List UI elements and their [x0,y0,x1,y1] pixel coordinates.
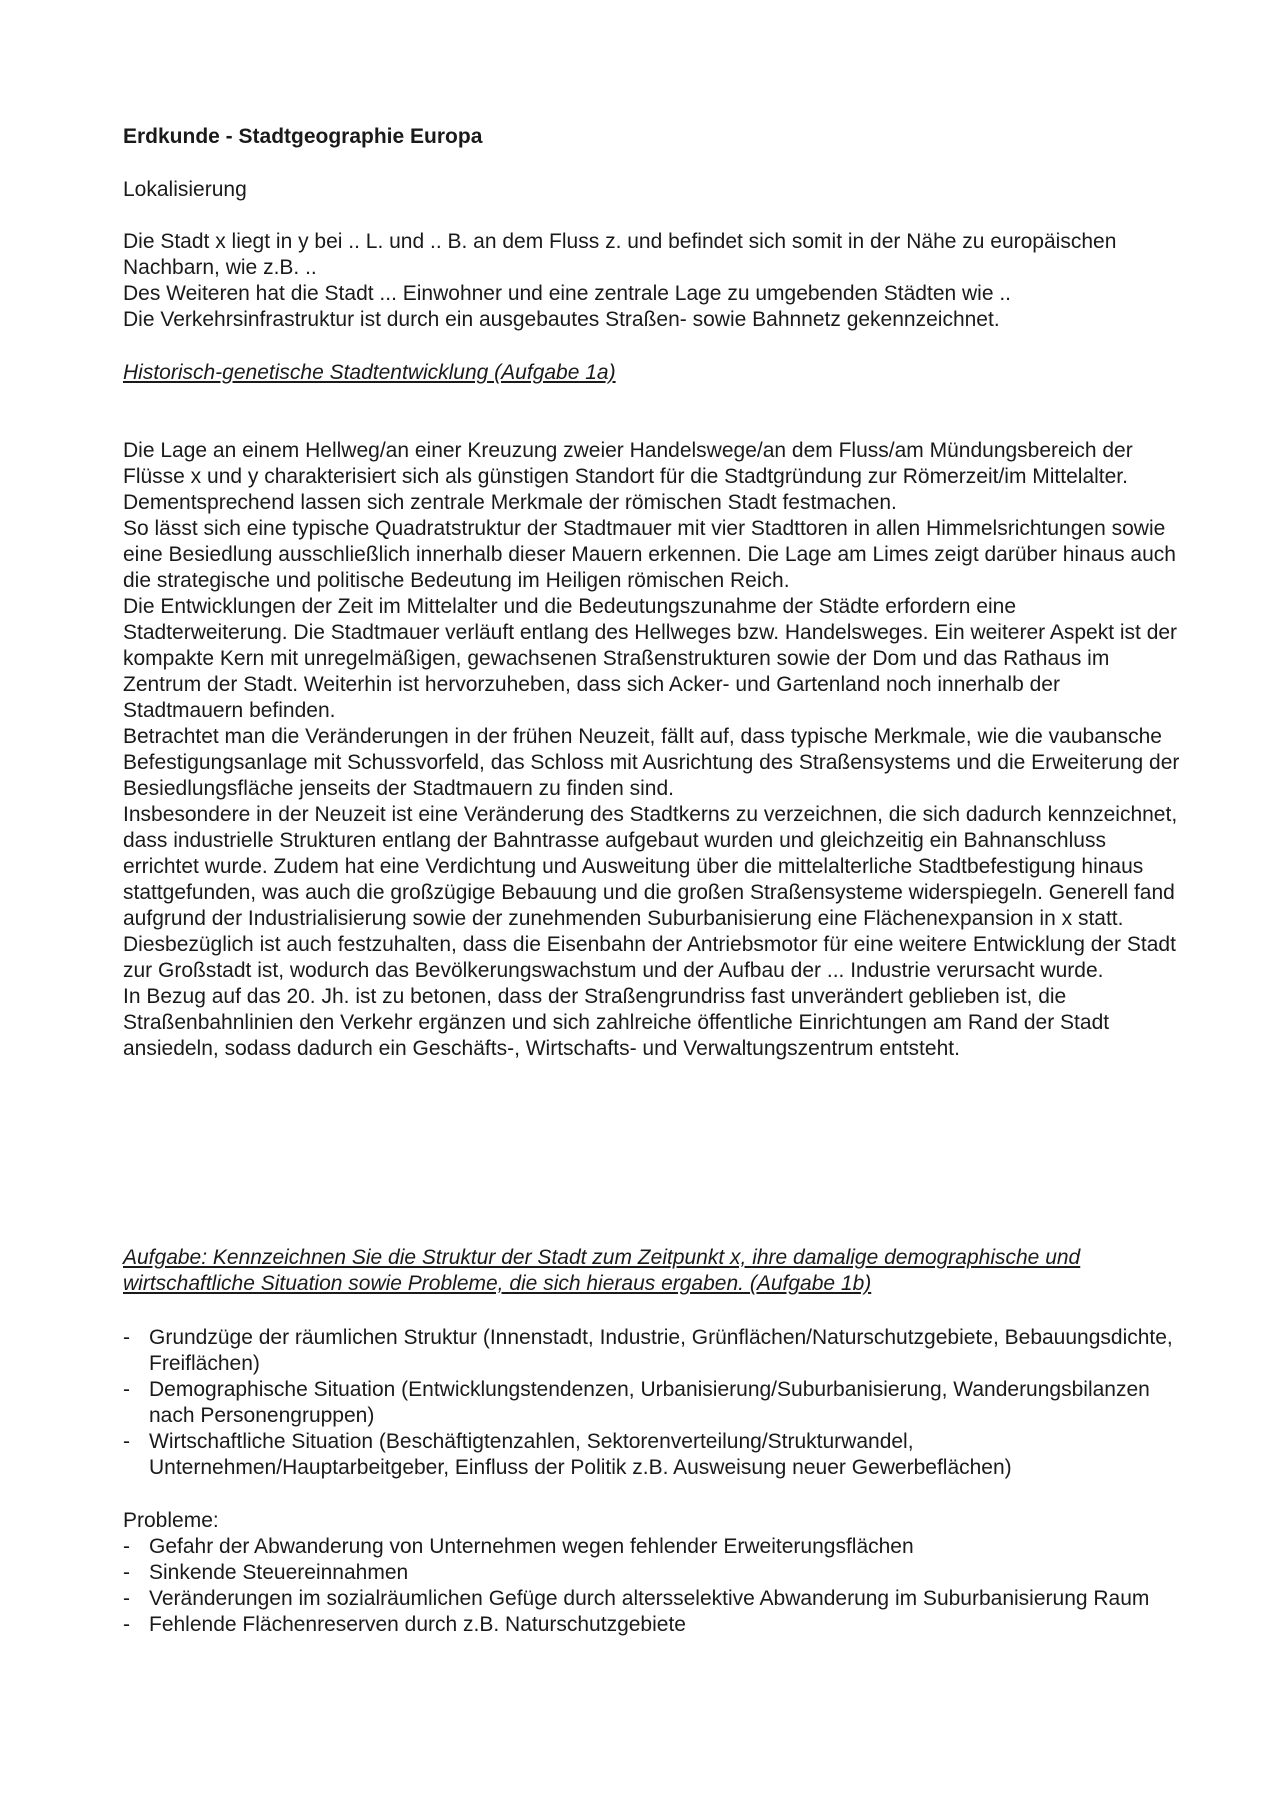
list-item-text: Grundzüge der räumlichen Struktur (Innenstadt, Industrie, Grünflächen/Naturschutzgebiete, Bebauungsdichte, Freiflächen) [149,1326,1173,1375]
bullet-dash: - [123,1587,130,1610]
bullet-dash: - [123,1326,130,1349]
list-item-text: Veränderungen im sozialräumlichen Gefüge durch altersselektive Abwanderung im Suburbanisierung Raum [149,1587,1150,1610]
list-item [123,1612,1183,1638]
problems-list [123,1534,1183,1638]
list-item [123,1377,1183,1429]
list-item-text: Sinkende Steuereinnahmen [149,1561,409,1584]
bullet-dash: - [123,1430,130,1453]
intro-paragraph: Die Stadt x liegt in y bei .. L. und .. B. an dem Fluss z. und befindet sich somit in der Nähe zu europäischen Nachbarn, wie z.B. .. Des Weiteren hat die Stadt ... Einwohner und eine zentrale Lage zu umgebenden Städten wie .. Die Verkehrsinfrastruktur ist durch ein ausgebautes Straßen- sowie Bahnnetz gekennzeichnet. [123,230,1117,331]
list-item [123,1325,1183,1377]
list-item [123,1429,1183,1481]
problems-label: Probleme: [123,1509,219,1532]
list-item-text: Wirtschaftliche Situation (Beschäftigtenzahlen, Sektorenverteilung/Strukturwandel, Unternehmen/Hauptarbeitgeber, Einfluss der Politik z.B. Ausweisung neuer Gewerbeflächen) [149,1430,1012,1479]
task-heading: Aufgabe: Kennzeichnen Sie die Struktur der Stadt zum Zeitpunkt x, ihre damalige demographische und wirtschaftliche Situation sowie Probleme, die sich hieraus ergaben. (Aufgabe 1b) [123,1246,1081,1295]
list-item-text: Gefahr der Abwanderung von Unternehmen wegen fehlender Erweiterungsflächen [149,1535,914,1558]
list-item-text: Fehlende Flächenreserven durch z.B. Naturschutzgebiete [149,1613,686,1636]
bullet-dash: - [123,1613,130,1636]
history-paragraph: Die Lage an einem Hellweg/an einer Kreuzung zweier Handelswege/an dem Fluss/am Mündungsbereich der Flüsse x und y charakterisiert sich als günstigen Standort für die Stadtgründung zur Römerzeit/im Mittelalter. Dementsprechend lassen sich zentrale Merkmale der römischen Stadt festmachen. So lässt sich eine typische Quadratstruktur der Stadtmauer mit vier Stadttoren in allen Himmelsrichtungen sowie eine Besiedlung ausschließlich innerhalb dieser Mauern erkennen. Die Lage am Limes zeigt darüber hinaus auch die strategische und politische Bedeutung im Heiligen römischen Reich. Die Entwicklungen der Zeit im Mittelalter und die Bedeutungszunahme der Städte erfordern eine Stadterweiterung. Die Stadtmauer verläuft entlang des Hellweges bzw. Handelsweges. Ein weiterer Aspekt ist der kompakte Kern mit unregelmäßigen, gewachsenen Straßenstrukturen sowie der Dom und das Rathaus im Zentrum der Stadt. Weiterhin ist hervorzuheben, dass sich Acker- und Gartenland noch innerhalb der Stadtmauern befinden. Betrachtet man die Veränderungen in der frühen Neuzeit, fällt auf, dass typische Merkmale, wie die vaubansche Befestigungsanlage mit Schussvorfeld, das Schloss mit Ausrichtung des Straßensystems und die Erweiterung der Besiedlungsfläche jenseits der Stadtmauern zu finden sind. Insbesondere in der Neuzeit ist eine Veränderung des Stadtkerns zu verzeichnen, die sich dadurch kennzeichnet, dass industrielle Strukturen entlang der Bahntrasse aufgebaut wurden und gleichzeitig ein Bahnanschluss errichtet wurde. Zudem hat eine Verdichtung und Ausweitung über die mittelalterliche Stadtbefestigung hinaus stattgefunden, was auch die großzügige Bebauung und die großen Straßensysteme widerspiegeln. Generell fand aufgrund der Industrialisierung sowie der zunehmenden Suburbanisierung eine Flächenexpansion in x statt. Diesbezüglich ist auch festzuhalten, dass die Eisenbahn der Antriebsmotor für eine weitere Entwicklung der Stadt zur Großstadt ist, wodurch das Bevölkerungswachstum und der Aufbau der ... Industrie verursacht wurde. In Bezug auf das 20. Jh. ist zu betonen, dass der Straßengrundriss fast unverändert geblieben ist, die Straßenbahnlinien den Verkehr ergänzen und sich zahlreiche öffentliche Einrichtungen am Rand der Stadt ansiedeln, sodass dadurch ein Geschäfts-, Wirtschafts- und Verwaltungszentrum entsteht. [123,439,1180,1060]
localization-heading: Lokalisierung [123,178,247,201]
section-heading-history: Historisch-genetische Stadtentwicklung (Aufgabe 1a) [123,361,616,384]
bullet-dash: - [123,1378,130,1401]
bullet-dash: - [123,1561,130,1584]
list-item-text: Demographische Situation (Entwicklungstendenzen, Urbanisierung/Suburbanisierung, Wanderungsbilanzen nach Personengruppen) [149,1378,1150,1427]
document-title: Erdkunde - Stadtgeographie Europa [123,125,483,148]
list-item [123,1586,1183,1612]
list-item [123,1534,1183,1560]
structure-list [123,1325,1183,1481]
bullet-dash: - [123,1535,130,1558]
list-item [123,1560,1183,1586]
